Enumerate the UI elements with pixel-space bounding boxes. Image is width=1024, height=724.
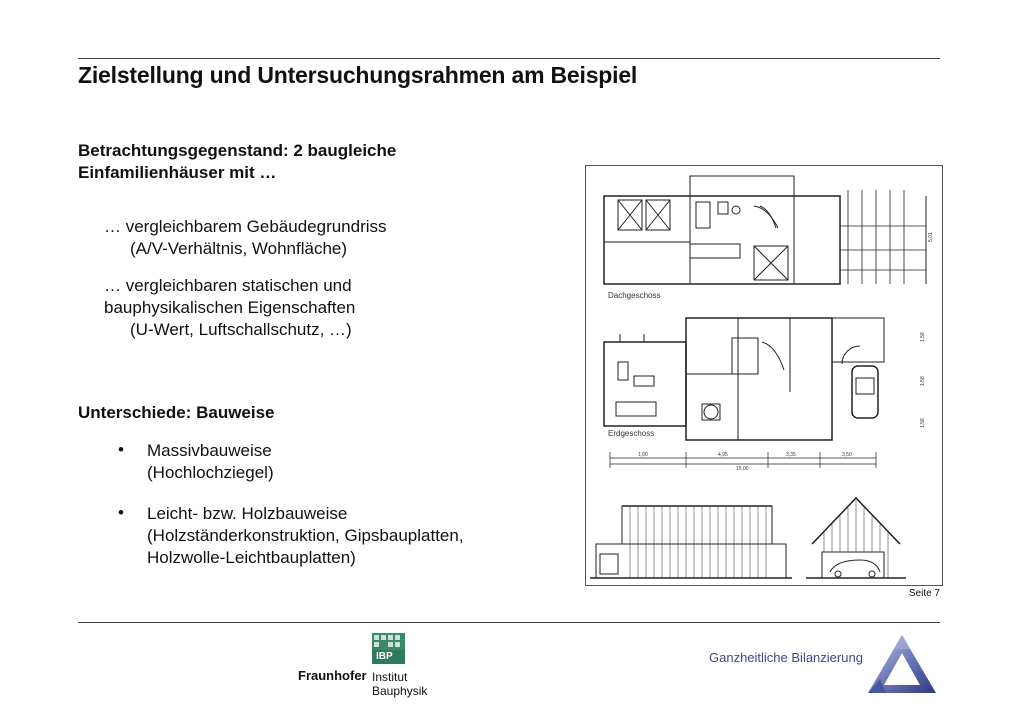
ground-floor-plan (604, 318, 884, 440)
difference-item-holz-line2: (Holzständerkonstruktion, Gipsbauplatten, (147, 526, 464, 545)
difference-item-massiv-line2: (Hochlochziegel) (147, 463, 274, 482)
dim-label: 4,95 (718, 452, 728, 458)
subject-item-2-line1: … vergleichbaren statischen und (104, 276, 352, 295)
subject-item-2-line3: (U-Wert, Luftschallschutz, …) (130, 320, 352, 339)
institut-label: Institut (372, 670, 408, 684)
bottom-rule (78, 622, 940, 623)
fraunhofer-wordmark: Fraunhofer (298, 668, 367, 683)
bullet-icon: • (118, 440, 124, 459)
subject-heading (78, 140, 396, 184)
label-erdgeschoss: Erdgeschoss (608, 429, 655, 438)
floor-plan-drawing (585, 165, 943, 586)
subject-heading-line1: Betrachtungsgegenstand: 2 baugleiche (78, 141, 397, 160)
difference-item-massiv-line1: Massivbauweise (147, 441, 272, 460)
subject-item-2 (104, 275, 355, 341)
bauphysik-label: Bauphysik (372, 684, 428, 698)
differences-heading: Unterschiede: Bauweise (78, 403, 275, 422)
subject-item-1-line1: … vergleichbarem Gebäudegrundriss (104, 217, 387, 236)
dim-label: 1,90 (638, 452, 648, 458)
dim-top: 5,01 (928, 232, 934, 242)
roof-floor-plan (604, 176, 926, 284)
dim-label: 15,00 (736, 466, 749, 472)
ibp-logo-icon (372, 633, 405, 664)
side-elevation (806, 498, 906, 578)
gabi-triangle-logo-icon (866, 631, 938, 697)
bullet-icon: • (118, 503, 124, 522)
subject-item-1-line2: (A/V-Verhältnis, Wohnfläche) (130, 239, 348, 258)
page-number: Seite 7 (908, 588, 940, 599)
subject-item-2-line2: bauphysikalischen Eigenschaften (104, 298, 356, 317)
label-dachgeschoss: Dachgeschoss (608, 291, 661, 300)
ibp-label: IBP (376, 651, 393, 662)
dim-right: 1,58 (920, 332, 926, 342)
difference-item-holz-line1: Leicht- bzw. Holzbauweise (147, 504, 348, 523)
difference-item-holz (147, 503, 464, 569)
subject-heading-line2: Einfamilienhäuser mit … (78, 163, 277, 182)
dim-right: 1,58 (920, 376, 926, 386)
difference-item-holz-line3: Holzwolle-Leichtbauplatten) (147, 548, 356, 567)
dim-label: 3,50 (842, 452, 852, 458)
top-rule (78, 58, 940, 59)
difference-item-massiv (147, 440, 274, 484)
dim-label: 3,35 (786, 452, 796, 458)
dim-right: 1,58 (920, 418, 926, 428)
ganzheitliche-bilanzierung-label: Ganzheitliche Bilanzierung (709, 650, 863, 665)
front-elevation (590, 506, 792, 578)
page-title: Zielstellung und Untersuchungsrahmen am Beispiel (78, 62, 638, 88)
subject-item-1 (104, 216, 387, 260)
